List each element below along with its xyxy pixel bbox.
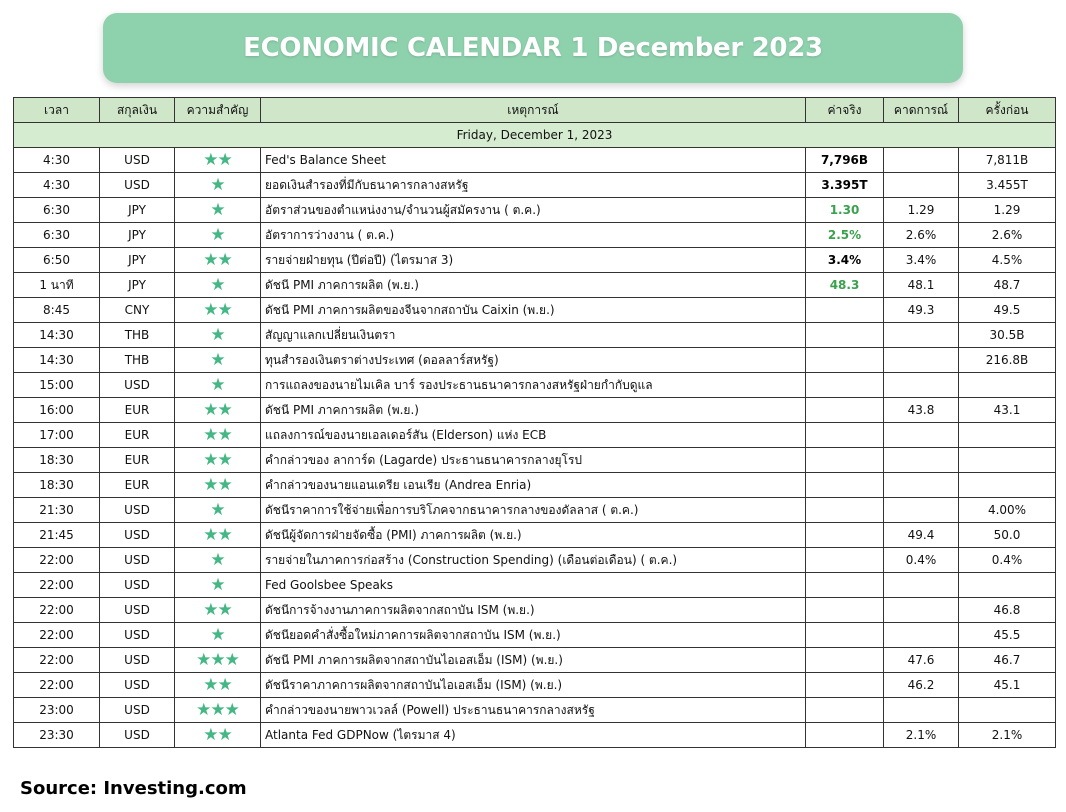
table-row [14,548,1056,573]
currency-cell: USD [100,698,175,723]
time-cell: 21:45 [14,523,100,548]
importance-stars [175,673,261,698]
previous-cell: 0.4% [959,548,1056,573]
table-row [14,173,1056,198]
table-row [14,423,1056,448]
actual-cell [806,548,884,573]
importance-stars [175,398,261,423]
previous-cell: 45.1 [959,673,1056,698]
currency-cell: JPY [100,223,175,248]
forecast-cell [884,598,959,623]
previous-cell [959,423,1056,448]
event-cell: คำกล่าวของนายแอนเดรีย เอนเรีย (Andrea Enria) [261,473,806,498]
currency-cell: USD [100,173,175,198]
event-cell: Atlanta Fed GDPNow (ไตรมาส 4) [261,723,806,748]
importance-stars [175,473,261,498]
star-icon: ★ [210,574,225,595]
actual-cell [806,498,884,523]
forecast-cell: 46.2 [884,673,959,698]
currency-cell: USD [100,498,175,523]
currency-cell: USD [100,598,175,623]
currency-cell: USD [100,523,175,548]
time-cell: 22:00 [14,623,100,648]
title-banner [103,13,963,83]
forecast-cell [884,623,959,648]
table-row [14,373,1056,398]
actual-cell [806,523,884,548]
event-cell: ยอดเงินสำรองที่มีกับธนาคารกลางสหรัฐ [261,173,806,198]
forecast-cell: 47.6 [884,648,959,673]
currency-cell: USD [100,573,175,598]
previous-cell [959,448,1056,473]
event-cell: รายจ่ายฝ่ายทุน (ปีต่อปี) (ไตรมาส 3) [261,248,806,273]
time-cell: 8:45 [14,298,100,323]
table-row [14,398,1056,423]
event-cell: Fed's Balance Sheet [261,148,806,173]
previous-cell: 45.5 [959,623,1056,648]
table-row [14,323,1056,348]
actual-cell [806,573,884,598]
previous-cell [959,698,1056,723]
event-cell: คำกล่าวของนายพาวเวลล์ (Powell) ประธานธนาคารกลางสหรัฐ [261,698,806,723]
table-row [14,623,1056,648]
importance-stars [175,298,261,323]
previous-cell: 49.5 [959,298,1056,323]
time-cell: 6:30 [14,198,100,223]
forecast-cell [884,348,959,373]
importance-stars [175,723,261,748]
previous-cell: 50.0 [959,523,1056,548]
forecast-cell: 2.1% [884,723,959,748]
time-cell: 14:30 [14,323,100,348]
header-actual: ค่าจริง [806,98,884,123]
importance-stars [175,348,261,373]
actual-value: 1.30 [829,203,860,217]
table-row [14,448,1056,473]
actual-cell [806,298,884,323]
time-cell: 21:30 [14,498,100,523]
event-cell: รายจ่ายในภาคการก่อสร้าง (Construction Spending) (เดือนต่อเดือน) ( ต.ค.) [261,548,806,573]
forecast-cell [884,323,959,348]
importance-stars [175,648,261,673]
time-cell: 22:00 [14,598,100,623]
star-icon: ★★★ [196,699,239,720]
time-cell: 6:30 [14,223,100,248]
star-icon: ★★ [203,674,232,695]
currency-cell: EUR [100,473,175,498]
importance-stars [175,448,261,473]
currency-cell: USD [100,723,175,748]
table-row [14,698,1056,723]
importance-stars [175,623,261,648]
forecast-cell [884,148,959,173]
currency-cell: EUR [100,398,175,423]
time-cell: 15:00 [14,373,100,398]
actual-cell [806,423,884,448]
star-icon: ★ [210,199,225,220]
actual-cell [806,723,884,748]
star-icon: ★ [210,549,225,570]
currency-cell: JPY [100,248,175,273]
star-icon: ★★★ [196,649,239,670]
actual-cell [806,623,884,648]
previous-cell: 7,811B [959,148,1056,173]
header-previous: ครั้งก่อน [959,98,1056,123]
previous-cell: 46.7 [959,648,1056,673]
time-cell: 22:00 [14,573,100,598]
previous-cell: 43.1 [959,398,1056,423]
table-row [14,473,1056,498]
actual-cell [806,673,884,698]
time-cell: 23:30 [14,723,100,748]
importance-stars [175,698,261,723]
forecast-cell: 43.8 [884,398,959,423]
forecast-cell: 0.4% [884,548,959,573]
previous-cell: 48.7 [959,273,1056,298]
forecast-cell [884,373,959,398]
event-cell: ดัชนีราคาการใช้จ่ายเพื่อการบริโภคจากธนาคารกลางของดัลลาส ( ต.ค.) [261,498,806,523]
previous-cell: 2.1% [959,723,1056,748]
importance-stars [175,223,261,248]
actual-cell [806,373,884,398]
table-row [14,273,1056,298]
actual-value: 2.5% [827,228,862,242]
time-cell: 18:30 [14,473,100,498]
previous-cell: 30.5B [959,323,1056,348]
time-cell: 22:00 [14,648,100,673]
previous-cell: 216.8B [959,348,1056,373]
header-row [14,98,1056,123]
event-cell: ดัชนี PMI ภาคการผลิต (พ.ย.) [261,273,806,298]
currency-cell: USD [100,148,175,173]
time-cell: 22:00 [14,673,100,698]
event-cell: อัตราการว่างงาน ( ต.ค.) [261,223,806,248]
star-icon: ★★ [203,474,232,495]
forecast-cell [884,173,959,198]
actual-value: 3.4% [827,253,862,267]
star-icon: ★ [210,349,225,370]
actual-value: 3.395T [821,178,868,192]
header-forecast: คาดการณ์ [884,98,959,123]
event-cell: ดัชนีผู้จัดการฝ่ายจัดซื้อ (PMI) ภาคการผลิต (พ.ย.) [261,523,806,548]
currency-cell: USD [100,548,175,573]
forecast-cell [884,423,959,448]
table-row [14,573,1056,598]
previous-cell: 4.00% [959,498,1056,523]
forecast-cell [884,573,959,598]
importance-stars [175,173,261,198]
forecast-cell: 49.4 [884,523,959,548]
star-icon: ★★ [203,149,232,170]
table-row [14,348,1056,373]
time-cell: 4:30 [14,173,100,198]
date-label: Friday, December 1, 2023 [14,123,1056,148]
header-time: เวลา [14,98,100,123]
previous-cell: 3.455T [959,173,1056,198]
currency-cell: EUR [100,448,175,473]
time-cell: 18:30 [14,448,100,473]
actual-cell [806,148,884,173]
actual-cell [806,598,884,623]
table-row [14,298,1056,323]
star-icon: ★ [210,324,225,345]
forecast-cell [884,498,959,523]
table-row [14,648,1056,673]
actual-value: 48.3 [829,278,860,292]
star-icon: ★ [210,374,225,395]
table-row [14,223,1056,248]
forecast-cell: 3.4% [884,248,959,273]
time-cell: 6:50 [14,248,100,273]
actual-cell [806,223,884,248]
importance-stars [175,198,261,223]
time-cell: 23:00 [14,698,100,723]
event-cell: คำกล่าวของ ลาการ์ด (Lagarde) ประธานธนาคารกลางยุโรป [261,448,806,473]
event-cell: สัญญาแลกเปลี่ยนเงินตรา [261,323,806,348]
actual-cell [806,398,884,423]
currency-cell: USD [100,373,175,398]
time-cell: 22:00 [14,548,100,573]
table-row [14,248,1056,273]
forecast-cell [884,448,959,473]
actual-cell [806,273,884,298]
event-cell: ทุนสำรองเงินตราต่างประเทศ (ดอลลาร์สหรัฐ) [261,348,806,373]
event-cell: การแถลงของนายไมเคิล บาร์ รองประธานธนาคารกลางสหรัฐฝ่ายกำกับดูแล [261,373,806,398]
star-icon: ★★ [203,724,232,745]
event-cell: อัตราส่วนของตำแหน่งงาน/จำนวนผู้สมัครงาน ( ต.ค.) [261,198,806,223]
time-cell: 16:00 [14,398,100,423]
importance-stars [175,248,261,273]
event-cell: ดัชนี PMI ภาคการผลิตของจีนจากสถาบัน Caixin (พ.ย.) [261,298,806,323]
table-row [14,498,1056,523]
star-icon: ★★ [203,524,232,545]
source-credit: Source: Investing.com [20,778,247,799]
currency-cell: EUR [100,423,175,448]
importance-stars [175,148,261,173]
star-icon: ★ [210,624,225,645]
header-event: เหตุการณ์ [261,98,806,123]
header-importance: ความสำคัญ [175,98,261,123]
date-row [14,123,1056,148]
forecast-cell [884,698,959,723]
importance-stars [175,423,261,448]
actual-cell [806,448,884,473]
importance-stars [175,498,261,523]
star-icon: ★ [210,224,225,245]
table-row [14,198,1056,223]
importance-stars [175,373,261,398]
currency-cell: JPY [100,198,175,223]
currency-cell: USD [100,648,175,673]
importance-stars [175,598,261,623]
calendar-table [13,97,1056,748]
previous-cell [959,573,1056,598]
actual-cell [806,698,884,723]
star-icon: ★★ [203,449,232,470]
previous-cell [959,373,1056,398]
event-cell: ดัชนี PMI ภาคการผลิตจากสถาบันไอเอสเอ็ม (ISM) (พ.ย.) [261,648,806,673]
importance-stars [175,523,261,548]
time-cell: 1 นาที [14,273,100,298]
actual-cell [806,323,884,348]
star-icon: ★ [210,274,225,295]
currency-cell: JPY [100,273,175,298]
time-cell: 17:00 [14,423,100,448]
star-icon: ★★ [203,299,232,320]
previous-cell: 4.5% [959,248,1056,273]
star-icon: ★★ [203,249,232,270]
actual-cell [806,248,884,273]
previous-cell: 46.8 [959,598,1056,623]
actual-cell [806,173,884,198]
event-cell: ดัชนียอดคำสั่งซื้อใหม่ภาคการผลิตจากสถาบัน ISM (พ.ย.) [261,623,806,648]
event-cell: แถลงการณ์ของนายเอลเดอร์สัน (Elderson) แห่ง ECB [261,423,806,448]
actual-cell [806,198,884,223]
forecast-cell [884,473,959,498]
actual-cell [806,473,884,498]
actual-cell [806,648,884,673]
previous-cell: 1.29 [959,198,1056,223]
time-cell: 4:30 [14,148,100,173]
importance-stars [175,548,261,573]
currency-cell: USD [100,623,175,648]
event-cell: Fed Goolsbee Speaks [261,573,806,598]
event-cell: ดัชนีราคาภาคการผลิตจากสถาบันไอเอสเอ็ม (ISM) (พ.ย.) [261,673,806,698]
currency-cell: USD [100,673,175,698]
table-row [14,598,1056,623]
star-icon: ★★ [203,424,232,445]
forecast-cell: 1.29 [884,198,959,223]
currency-cell: CNY [100,298,175,323]
importance-stars [175,273,261,298]
currency-cell: THB [100,348,175,373]
star-icon: ★ [210,174,225,195]
forecast-cell: 48.1 [884,273,959,298]
star-icon: ★ [210,499,225,520]
star-icon: ★★ [203,599,232,620]
page-title: ECONOMIC CALENDAR 1 December 2023 [243,33,823,63]
previous-cell: 2.6% [959,223,1056,248]
forecast-cell: 49.3 [884,298,959,323]
table-row [14,148,1056,173]
importance-stars [175,573,261,598]
forecast-cell: 2.6% [884,223,959,248]
previous-cell [959,473,1056,498]
event-cell: ดัชนี PMI ภาคการผลิต (พ.ย.) [261,398,806,423]
table-row [14,523,1056,548]
table-row [14,723,1056,748]
actual-cell [806,348,884,373]
importance-stars [175,323,261,348]
time-cell: 14:30 [14,348,100,373]
event-cell: ดัชนีการจ้างงานภาคการผลิตจากสถาบัน ISM (พ.ย.) [261,598,806,623]
star-icon: ★★ [203,399,232,420]
table-row [14,673,1056,698]
actual-value: 7,796B [820,153,869,167]
currency-cell: THB [100,323,175,348]
header-currency: สกุลเงิน [100,98,175,123]
